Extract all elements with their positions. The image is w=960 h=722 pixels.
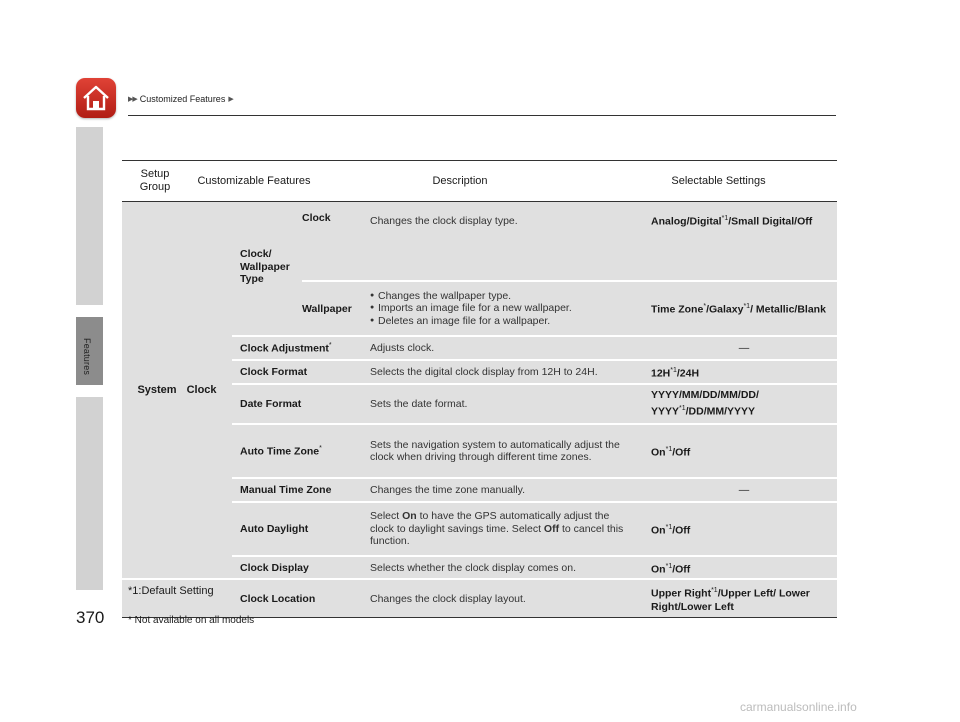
breadcrumb-arrows-icon: ▶▶ — [128, 96, 137, 103]
feature-clock-location: Clock Location — [240, 593, 316, 605]
watermark: carmanualsonline.info — [740, 700, 857, 714]
settings-clock-format: $12H^{*1}/24H$ — [651, 366, 700, 380]
feature-auto-time-zone: Auto Time Zone* — [240, 444, 322, 458]
desc-clock-format: Selects the digital clock display from 12H to 24H. — [370, 365, 598, 378]
settings-clock: Analog/Digital$^{*1}$/Small Digital/Off — [651, 215, 813, 228]
desc-auto-time-zone: Sets the navigation system to automatically adjust the clock when driving through different time zones. — [370, 438, 620, 463]
page-number: 370 — [76, 608, 105, 627]
feature-clock-adjustment: Clock Adjustment* — [240, 341, 332, 355]
feature-manual-time-zone: Manual Time Zone — [240, 484, 332, 496]
table-body — [122, 202, 837, 579]
desc-manual-time-zone: Changes the time zone manually. — [370, 483, 526, 496]
list-item: ● Deletes an image file for a wallpaper. — [370, 315, 651, 328]
header-description: Description — [432, 174, 488, 187]
list-item: ● Changes the wallpaper type. — [370, 290, 651, 303]
setup-group-clock: Clock — [186, 384, 217, 396]
breadcrumb — [128, 94, 234, 104]
table-row — [232, 477, 837, 501]
side-tab-top — [76, 127, 103, 305]
settings-clock-adjustment: — — [738, 341, 750, 354]
home-icon — [81, 84, 111, 112]
desc-clock-location: Changes the clock display layout. — [370, 592, 526, 605]
table-row — [302, 202, 837, 280]
settings-auto-daylight: On$^{*1}$/Off — [651, 523, 691, 537]
feature-clock-format: Clock Format — [240, 366, 308, 378]
feature-clock: Clock — [302, 212, 331, 224]
settings-auto-time-zone: On$^{*1}$/Off — [651, 445, 691, 459]
breadcrumb-arrow-icon: ▶ — [228, 96, 234, 103]
home-button[interactable] — [76, 78, 116, 118]
setup-group-cell — [122, 202, 232, 578]
clock-wallpaper-group — [232, 202, 837, 332]
table-row — [302, 280, 837, 335]
desc-clock-adjustment: Adjusts clock. — [370, 341, 435, 354]
table-row — [232, 423, 837, 477]
table-row — [122, 578, 837, 618]
feature-clock-display: Clock Display — [240, 562, 309, 574]
desc-wallpaper — [370, 290, 651, 328]
header-settings: Selectable Settings — [671, 174, 766, 187]
breadcrumb-link[interactable]: Customized Features — [139, 94, 226, 104]
table-row — [232, 501, 837, 555]
settings-clock-location: Upper Right$^{*1}$/Upper Left/ Lower Right/Lower Left — [651, 587, 810, 613]
list-item: ● Imports an image file for a new wallpaper. — [370, 302, 651, 315]
clock-wallpaper-label: Clock/ Wallpaper Type — [240, 248, 290, 286]
settings-clock-display: On$^{*1}$/Off — [651, 562, 691, 576]
table-row — [232, 359, 837, 383]
desc-date-format: Sets the date format. — [370, 397, 468, 410]
settings-date-format: YYYY/MM/DD/MM/DD/ YYYY$^{*1}$/DD/MM/YYYY — [651, 389, 759, 418]
table-row — [232, 335, 837, 359]
table-row — [232, 555, 837, 579]
header-features: Customizable Features — [197, 174, 311, 187]
default-setting-footnote: *1:Default Setting — [128, 585, 214, 597]
desc-auto-daylight: Select On to have the GPS automatically adjust the clock to daylight savings time. Select Off to cancel this function. — [370, 510, 624, 548]
feature-date-format: Date Format — [240, 398, 302, 410]
setup-group-system: System — [137, 384, 177, 396]
header-setup-group: Setup Group — [139, 168, 171, 193]
availability-note: * Not available on all models — [128, 615, 255, 626]
clock-location-row — [232, 580, 837, 618]
feature-wallpaper: Wallpaper — [302, 302, 352, 315]
desc-clock: Changes the clock display type. — [370, 215, 518, 227]
settings-wallpaper: Time Zone*/Galaxy$^{*1}$/ Metallic/Blank — [651, 303, 826, 316]
feature-auto-daylight: Auto Daylight — [240, 523, 309, 535]
table-row — [232, 383, 837, 423]
table-header — [122, 160, 837, 202]
header-divider — [128, 115, 836, 116]
side-tab-bottom — [76, 397, 103, 590]
section-label: Features — [82, 338, 92, 376]
customization-table — [122, 160, 837, 618]
settings-manual-time-zone: — — [738, 483, 750, 496]
desc-clock-display: Selects whether the clock display comes on. — [370, 561, 577, 574]
